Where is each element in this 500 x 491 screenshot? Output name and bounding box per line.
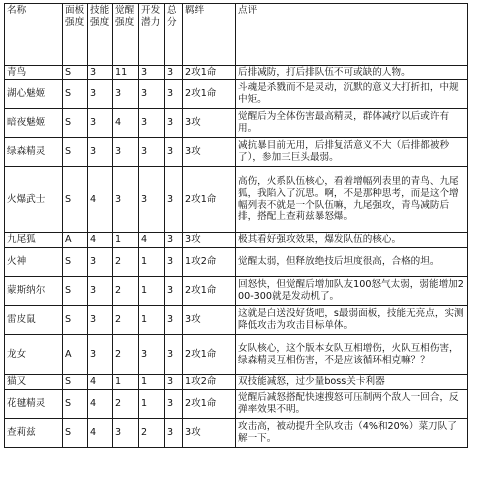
cell-comment: 高伤，火系队伍核心，看着增幅列表里的青鸟、九尾狐，我陷入了沉思。啊，不是那种思考，而是这个增幅列表不就是一个队伍嘛，九尾强攻，青鸟减防后排，搭配上查莉兹暴怒爆。 <box>236 167 468 233</box>
cell-awaken: 3 <box>113 167 139 233</box>
cell-awaken: 3 <box>113 138 139 167</box>
cell-bond: 1攻2命 <box>183 375 236 390</box>
cell-panel: S <box>63 66 88 80</box>
table-row <box>5 233 468 248</box>
cell-total: 3 <box>165 109 183 138</box>
cell-panel: S <box>63 419 88 448</box>
cell-name: 青鸟 <box>5 66 63 80</box>
table-row <box>5 306 468 335</box>
cell-awaken: 2 <box>113 248 139 277</box>
cell-awaken: 1 <box>113 375 139 390</box>
header-name: 名称 <box>5 4 63 66</box>
cell-skill: 3 <box>88 248 113 277</box>
cell-potential: 3 <box>139 109 165 138</box>
cell-potential: 1 <box>139 306 165 335</box>
table-row <box>5 248 468 277</box>
cell-comment: 女队核心，这个版本女队互相增伤，火队互相伤害，绿森精灵互相伤害，不是应该循环相克嘛？？ <box>236 335 468 375</box>
cell-comment: 极其看好强攻效果，爆发队伍的核心。 <box>236 233 468 248</box>
cell-comment: 觉醒后为全体伤害最高精灵，群体减疗以后或许有用。 <box>236 109 468 138</box>
cell-awaken: 1 <box>113 233 139 248</box>
cell-total: 3 <box>165 335 183 375</box>
cell-total: 3 <box>165 66 183 80</box>
cell-bond: 2攻1命 <box>183 80 236 109</box>
header-panel: 面板强度 <box>63 4 88 66</box>
cell-panel: S <box>63 390 88 419</box>
cell-panel: S <box>63 80 88 109</box>
cell-total: 3 <box>165 306 183 335</box>
cell-name: 龙女 <box>5 335 63 375</box>
cell-name: 猫又 <box>5 375 63 390</box>
cell-bond: 2攻1命 <box>183 335 236 375</box>
cell-name: 九尾狐 <box>5 233 63 248</box>
cell-potential: 3 <box>139 138 165 167</box>
cell-potential: 3 <box>139 80 165 109</box>
cell-potential: 3 <box>139 335 165 375</box>
cell-panel: S <box>63 306 88 335</box>
cell-panel: S <box>63 375 88 390</box>
cell-panel: S <box>63 138 88 167</box>
cell-comment: 觉醒太弱，但释放绝技后坦度很高，合格的坦。 <box>236 248 468 277</box>
cell-skill: 3 <box>88 109 113 138</box>
cell-skill: 3 <box>88 306 113 335</box>
cell-potential: 2 <box>139 419 165 448</box>
cell-comment: 觉醒后减怒搭配快速搜怒可压制两个敌人一回合，反弹率效果不明。 <box>236 390 468 419</box>
cell-total: 3 <box>165 138 183 167</box>
cell-bond: 2攻1命 <box>183 277 236 306</box>
cell-name: 花毽精灵 <box>5 390 63 419</box>
cell-awaken: 4 <box>113 109 139 138</box>
cell-comment: 回怒快，但觉醒后增加队友100怒气太弱，弱能增加200-300就是发动机了。 <box>236 277 468 306</box>
cell-skill: 3 <box>88 80 113 109</box>
cell-name: 湖心魅姬 <box>5 80 63 109</box>
table-body <box>5 66 468 448</box>
cell-name: 火神 <box>5 248 63 277</box>
cell-panel: A <box>63 335 88 375</box>
cell-total: 3 <box>165 277 183 306</box>
header-skill: 技能强度 <box>88 4 113 66</box>
cell-skill: 3 <box>88 335 113 375</box>
cell-total: 3 <box>165 80 183 109</box>
cell-total: 3 <box>165 248 183 277</box>
cell-bond: 2攻1命 <box>183 390 236 419</box>
cell-awaken: 3 <box>113 80 139 109</box>
cell-bond: 2攻1命 <box>183 167 236 233</box>
cell-total: 3 <box>165 375 183 390</box>
cell-panel: S <box>63 277 88 306</box>
table-row <box>5 138 468 167</box>
cell-skill: 3 <box>88 66 113 80</box>
header-potential: 开发潜力 <box>139 4 165 66</box>
cell-awaken: 11 <box>113 66 139 80</box>
cell-bond: 3攻 <box>183 306 236 335</box>
cell-skill: 4 <box>88 390 113 419</box>
cell-potential: 1 <box>139 375 165 390</box>
cell-bond: 2攻1命 <box>183 66 236 80</box>
table-row <box>5 109 468 138</box>
cell-awaken: 2 <box>113 277 139 306</box>
table-wrapper <box>4 3 468 448</box>
table-row <box>5 419 468 448</box>
header-awaken: 觉醒强度 <box>113 4 139 66</box>
cell-potential: 1 <box>139 248 165 277</box>
cell-name: 火爆武士 <box>5 167 63 233</box>
cell-potential: 3 <box>139 66 165 80</box>
cell-panel: S <box>63 248 88 277</box>
cell-awaken: 2 <box>113 306 139 335</box>
cell-comment: 攻击高，被动提升全队攻击（4%和20%）菜刀队了解一下。 <box>236 419 468 448</box>
table-row <box>5 277 468 306</box>
cell-potential: 4 <box>139 233 165 248</box>
cell-bond: 3攻 <box>183 109 236 138</box>
cell-total: 3 <box>165 390 183 419</box>
cell-awaken: 3 <box>113 419 139 448</box>
cell-skill: 4 <box>88 233 113 248</box>
cell-potential: 1 <box>139 277 165 306</box>
cell-bond: 3攻 <box>183 233 236 248</box>
cell-name: 雷皮鼠 <box>5 306 63 335</box>
cell-panel: S <box>63 109 88 138</box>
cell-bond: 1攻2命 <box>183 248 236 277</box>
cell-skill: 4 <box>88 167 113 233</box>
cell-total: 3 <box>165 167 183 233</box>
cell-skill: 4 <box>88 419 113 448</box>
cell-comment: 这就是白送没好货吧，s最弱面板，技能无亮点，实测降低攻击为攻击目标单体。 <box>236 306 468 335</box>
table-row <box>5 167 468 233</box>
cell-total: 3 <box>165 233 183 248</box>
cell-panel: A <box>63 233 88 248</box>
cell-comment: 斗魂是杀戮而不是灵动，沉默的意义大打折扣，中规中矩。 <box>236 80 468 109</box>
cell-awaken: 2 <box>113 335 139 375</box>
pet-rating-table <box>4 3 468 448</box>
cell-comment: 双技能减怒，过少量boss关卡利器 <box>236 375 468 390</box>
header-bond: 羁绊 <box>183 4 236 66</box>
cell-skill: 4 <box>88 375 113 390</box>
cell-name: 查莉兹 <box>5 419 63 448</box>
cell-awaken: 2 <box>113 390 139 419</box>
cell-bond: 3攻 <box>183 138 236 167</box>
cell-name: 暗夜魅姬 <box>5 109 63 138</box>
cell-name: 绿森精灵 <box>5 138 63 167</box>
header-comment: 点评 <box>236 4 468 66</box>
cell-bond: 3攻 <box>183 419 236 448</box>
table-row <box>5 66 468 80</box>
header-row <box>5 4 468 66</box>
cell-skill: 3 <box>88 277 113 306</box>
table-row <box>5 335 468 375</box>
table-row <box>5 80 468 109</box>
cell-name: 蒙斯纳尔 <box>5 277 63 306</box>
header-total: 总分 <box>165 4 183 66</box>
cell-total: 3 <box>165 419 183 448</box>
table-row <box>5 375 468 390</box>
cell-skill: 3 <box>88 138 113 167</box>
cell-comment: 后排减防，打后排队伍不可或缺的人物。 <box>236 66 468 80</box>
cell-potential: 3 <box>139 167 165 233</box>
cell-comment: 减抗暴目前无用，后排复活意义不大（后排都被秒了），参加三巨头最弱。 <box>236 138 468 167</box>
cell-panel: S <box>63 167 88 233</box>
cell-potential: 1 <box>139 390 165 419</box>
table-row <box>5 390 468 419</box>
